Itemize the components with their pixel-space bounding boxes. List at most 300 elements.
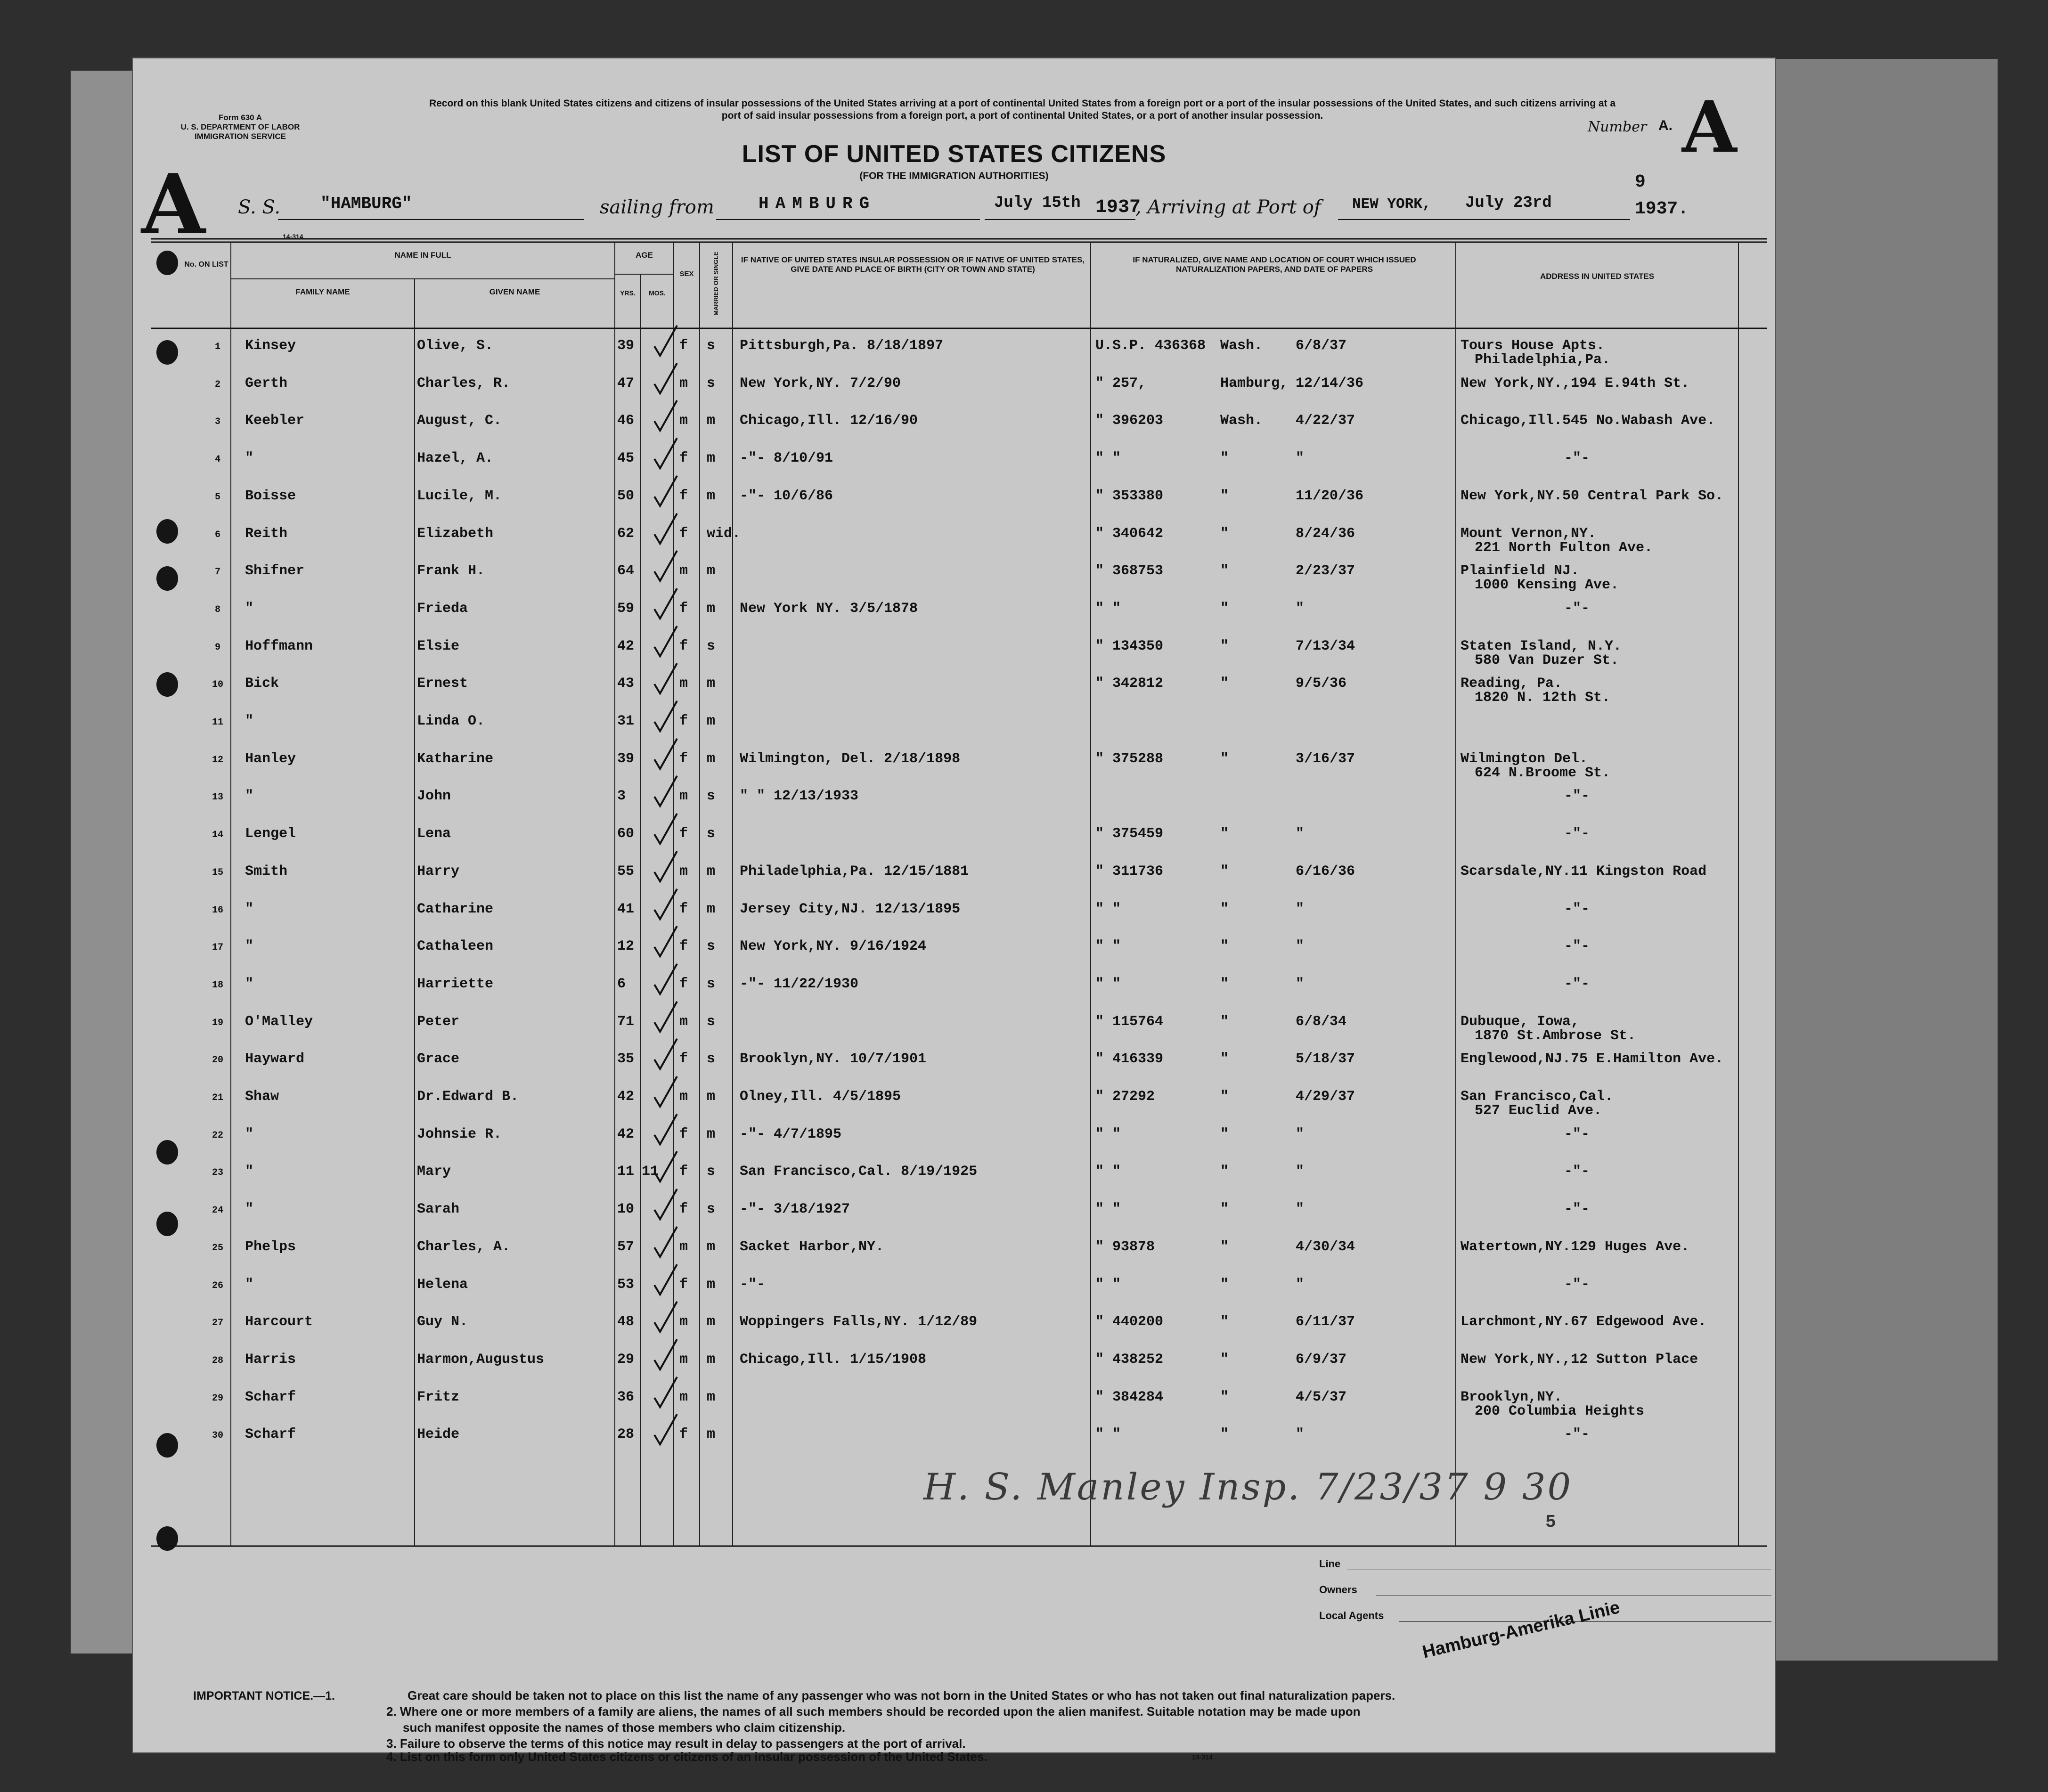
cell-yrs: 10 xyxy=(617,1201,635,1218)
cell-sex: m xyxy=(679,788,688,805)
cell-yrs: 39 xyxy=(617,750,635,767)
cell-nat-court: " xyxy=(1220,976,1229,992)
cell-ms: s xyxy=(707,375,716,391)
print-code: 14-314 xyxy=(1192,1753,1213,1761)
cell-no: 7 xyxy=(214,567,220,578)
cell-no: 30 xyxy=(212,1430,223,1442)
cell-nat-no: " " xyxy=(1095,1426,1121,1443)
cell-sex: f xyxy=(679,901,688,917)
cell-addr1: Watertown,NY.129 Huges Ave. xyxy=(1461,1238,1690,1255)
cell-sex: f xyxy=(679,488,688,504)
cell-no: 17 xyxy=(212,942,223,953)
form-number: Form 630 A xyxy=(219,113,262,122)
cell-given: Guy N. xyxy=(417,1314,468,1330)
cell-given: Frank H. xyxy=(417,563,485,579)
cell-no: 15 xyxy=(212,867,223,878)
cell-family: Harcourt xyxy=(245,1314,313,1330)
cell-birth: San Francisco,Cal. 8/19/1925 xyxy=(740,1164,978,1180)
local-agents-label: Local Agents xyxy=(1319,1610,1384,1621)
cell-ms: m xyxy=(707,676,716,692)
cell-family: Boisse xyxy=(245,488,296,504)
owners-label: Owners xyxy=(1319,1584,1357,1596)
cell-nat-date: 3/16/37 xyxy=(1296,750,1355,767)
arrival-port: NEW YORK, xyxy=(1352,196,1431,212)
check-mark-icon xyxy=(653,1263,681,1300)
cell-nat-court: " xyxy=(1220,863,1229,880)
check-mark-icon xyxy=(653,1337,681,1375)
header-name-in-full: NAME IN FULL xyxy=(394,251,451,260)
cell-birth: -"- xyxy=(740,1276,766,1293)
cell-addr1: -"- xyxy=(1564,788,1590,805)
cell-family: Gerth xyxy=(245,375,288,391)
cell-sex: m xyxy=(679,863,688,880)
cell-given: Helena xyxy=(417,1276,468,1293)
cell-given: Harmon,Augustus xyxy=(417,1351,545,1368)
cell-no: 16 xyxy=(212,904,223,916)
cell-given: Dr.Edward B. xyxy=(417,1089,519,1105)
cell-addr1: Plainfield NJ. xyxy=(1461,563,1580,579)
header-naturalization: IF NATURALIZED, GIVE NAME AND LOCATION OF COURT WHICH ISSUED NATURALIZATION PAPERS, AND DATE OF PAPERS xyxy=(1133,255,1416,274)
cell-ms: m xyxy=(707,1351,716,1368)
list-letter-left: A xyxy=(141,156,205,253)
check-mark-icon xyxy=(653,1149,681,1187)
check-mark-icon xyxy=(653,1037,681,1075)
cell-nat-no: " " xyxy=(1095,1276,1121,1293)
cell-nat-no: " " xyxy=(1095,1201,1121,1218)
cell-yrs: 3 xyxy=(617,788,626,805)
cell-nat-no: " 440200 xyxy=(1095,1314,1164,1330)
header-years: YRS. xyxy=(620,289,636,297)
cell-yrs: 71 xyxy=(617,1013,635,1030)
header-married-single: MARRIED OR SINGLE xyxy=(712,252,719,316)
cell-no: 8 xyxy=(214,604,220,615)
cell-ms: m xyxy=(707,1276,716,1293)
cell-nat-court: Wash. xyxy=(1220,413,1263,429)
cell-addr1: Chicago,Ill.545 No.Wabash Ave. xyxy=(1461,413,1715,429)
cell-ms: m xyxy=(707,1426,716,1443)
page-title: LIST OF UNITED STATES CITIZENS xyxy=(742,140,1167,168)
cell-nat-no: " " xyxy=(1095,976,1121,992)
cell-family: " xyxy=(245,1126,254,1142)
cell-addr2: 1820 N. 12th St. xyxy=(1475,690,1611,706)
cell-nat-court: " xyxy=(1220,938,1229,955)
cell-sex: f xyxy=(679,750,688,767)
cell-nat-no: " 134350 xyxy=(1095,638,1164,654)
sailing-label: sailing from xyxy=(600,196,714,218)
cell-addr1: San Francisco,Cal. xyxy=(1461,1089,1614,1105)
cell-ms: m xyxy=(707,1238,716,1255)
cell-nat-date: 6/8/37 xyxy=(1296,338,1347,354)
manifest-sheet xyxy=(132,57,1776,1764)
cell-sex: f xyxy=(679,938,688,955)
cell-nat-date: 5/18/37 xyxy=(1296,1051,1355,1067)
cell-addr1: Brooklyn,NY. xyxy=(1461,1389,1563,1405)
cell-yrs: 35 xyxy=(617,1051,635,1067)
cell-ms: m xyxy=(707,1314,716,1330)
cell-family: O'Malley xyxy=(245,1013,313,1030)
cell-nat-court: " xyxy=(1220,638,1229,654)
cell-birth: New York,NY. 7/2/90 xyxy=(740,375,901,391)
cell-nat-date: " xyxy=(1296,600,1305,617)
shipping-line-stamp: Hamburg-Amerika Linie xyxy=(1420,1597,1622,1662)
cell-nat-date: " xyxy=(1296,1126,1305,1142)
cell-no: 24 xyxy=(212,1205,223,1216)
check-mark-icon xyxy=(653,624,681,662)
cell-sex: f xyxy=(679,638,688,654)
check-mark-icon xyxy=(653,1412,681,1450)
cell-nat-court: " xyxy=(1220,488,1229,504)
cell-sex: f xyxy=(679,1051,688,1067)
cell-family: Scharf xyxy=(245,1389,296,1405)
cell-family: Keebler xyxy=(245,413,305,429)
cell-nat-no: " 375288 xyxy=(1095,750,1164,767)
check-mark-icon xyxy=(653,887,681,925)
cell-nat-date: " xyxy=(1296,826,1305,842)
cell-addr1: New York,NY.,194 E.94th St. xyxy=(1461,375,1690,391)
cell-nat-date: " xyxy=(1296,938,1305,955)
cell-birth: -"- 3/18/1927 xyxy=(740,1201,850,1218)
cell-nat-court: " xyxy=(1220,1314,1229,1330)
cell-given: Ernest xyxy=(417,676,468,692)
cell-sex: m xyxy=(679,1314,688,1330)
cell-no: 28 xyxy=(212,1355,223,1366)
cell-nat-court: " xyxy=(1220,676,1229,692)
notice-2-cont: such manifest opposite the names of those members who claim citizenship. xyxy=(403,1720,846,1735)
cell-ms: s xyxy=(707,1013,716,1030)
header-months: MOS. xyxy=(649,289,666,297)
cell-addr1: New York,NY.,12 Sutton Place xyxy=(1461,1351,1698,1368)
cell-addr2: 527 Euclid Ave. xyxy=(1475,1103,1602,1119)
cell-addr1: Larchmont,NY.67 Edgewood Ave. xyxy=(1461,1314,1707,1330)
cell-nat-court: " xyxy=(1220,1089,1229,1105)
cell-family: Harris xyxy=(245,1351,296,1368)
cell-yrs: 29 xyxy=(617,1351,635,1368)
cell-family: " xyxy=(245,976,254,992)
cell-nat-no: " 27292 xyxy=(1095,1089,1155,1105)
cell-nat-no: " " xyxy=(1095,938,1121,955)
cell-birth: Woppingers Falls,NY. 1/12/89 xyxy=(740,1314,978,1330)
cell-nat-court: " xyxy=(1220,1389,1229,1405)
cell-no: 1 xyxy=(214,342,220,352)
cell-addr1: -"- xyxy=(1564,450,1590,467)
cell-nat-date: " xyxy=(1296,901,1305,917)
cell-nat-date: 8/24/36 xyxy=(1296,525,1355,542)
cell-no: 27 xyxy=(212,1318,223,1329)
cell-nat-no: " 353380 xyxy=(1095,488,1164,504)
cell-nat-no: " 416339 xyxy=(1095,1051,1164,1067)
page-subtitle: (FOR THE IMMIGRATION AUTHORITIES) xyxy=(859,171,1049,181)
cell-nat-date: 7/13/34 xyxy=(1296,638,1355,654)
cell-no: 9 xyxy=(214,642,220,653)
cell-yrs: 39 xyxy=(617,338,635,354)
cell-addr1: -"- xyxy=(1564,976,1590,992)
check-mark-icon xyxy=(653,849,681,887)
number-label: Number xyxy=(1588,119,1647,135)
cell-ms: s xyxy=(707,788,716,805)
cell-nat-no: " " xyxy=(1095,1126,1121,1142)
cell-no: 18 xyxy=(212,979,223,991)
cell-family: " xyxy=(245,450,254,467)
cell-nat-court: " xyxy=(1220,450,1229,467)
cell-addr1: Wilmington Del. xyxy=(1461,750,1588,767)
cell-sex: f xyxy=(679,1201,688,1218)
header-no-on-list: No. ON LIST xyxy=(184,261,228,269)
cell-yrs: 62 xyxy=(617,525,635,542)
cell-birth: New York,NY. 9/16/1924 xyxy=(740,938,927,955)
cell-ms: wid. xyxy=(707,525,741,542)
cell-birth: -"- 11/22/1930 xyxy=(740,976,859,992)
intro-text: Record on this blank United States citizens and citizens of insular possessions of the United States arriving at a port of continental United States from a foreign port or a port of the insular possessions of the United States, and such citizens arriving at a port of said insular possessions from a foreign port, a port of continental United States, or a port of another insular possession. xyxy=(429,98,1616,121)
cell-family: Shifner xyxy=(245,563,305,579)
cell-no: 19 xyxy=(212,1017,223,1028)
cell-family: Reith xyxy=(245,525,288,542)
cell-no: 21 xyxy=(212,1092,223,1103)
cell-no: 4 xyxy=(214,454,220,465)
cell-addr2: 624 N.Broome St. xyxy=(1475,765,1611,781)
cell-nat-no: " 368753 xyxy=(1095,563,1164,579)
header-address: ADDRESS IN UNITED STATES xyxy=(1540,272,1655,281)
cell-sex: f xyxy=(679,1276,688,1293)
arrival-year: 1937. xyxy=(1635,199,1689,219)
check-mark-icon xyxy=(653,324,681,361)
cell-nat-court: Wash. xyxy=(1220,338,1263,354)
cell-yrs: 59 xyxy=(617,600,635,617)
cell-given: Grace xyxy=(417,1051,460,1067)
cell-given: Olive, S. xyxy=(417,338,494,354)
cell-addr1: -"- xyxy=(1564,901,1590,917)
check-mark-icon xyxy=(653,474,681,512)
cell-nat-date: " xyxy=(1296,1426,1305,1443)
cell-given: Mary xyxy=(417,1164,451,1180)
cell-given: Cathaleen xyxy=(417,938,494,955)
check-mark-icon xyxy=(653,1300,681,1337)
cell-nat-date: 4/29/37 xyxy=(1296,1089,1355,1105)
cell-no: 6 xyxy=(214,529,220,540)
list-letter-top-right: A xyxy=(1682,86,1737,169)
cell-no: 22 xyxy=(212,1130,223,1141)
cell-given: August, C. xyxy=(417,413,502,429)
service-name: IMMIGRATION SERVICE xyxy=(195,132,286,141)
cell-addr1: -"- xyxy=(1564,1426,1590,1443)
cell-yrs: 42 xyxy=(617,1089,635,1105)
cell-ms: m xyxy=(707,1389,716,1405)
cell-addr2: 200 Columbia Heights xyxy=(1475,1403,1645,1419)
cell-given: Harry xyxy=(417,863,460,880)
cell-yrs: 28 xyxy=(617,1426,635,1443)
cell-yrs: 43 xyxy=(617,676,635,692)
cell-birth: Chicago,Ill. 1/15/1908 xyxy=(740,1351,927,1368)
cell-yrs: 11 xyxy=(617,1164,635,1180)
header-family-name: FAMILY NAME xyxy=(295,287,350,296)
cell-addr2: 1000 Kensing Ave. xyxy=(1475,577,1619,594)
cell-nat-court: " xyxy=(1220,1013,1229,1030)
cell-family: Lengel xyxy=(245,826,296,842)
cell-nat-date: 6/8/34 xyxy=(1296,1013,1347,1030)
cell-given: Heide xyxy=(417,1426,460,1443)
cell-sex: f xyxy=(679,338,688,354)
cell-nat-no: " 438252 xyxy=(1095,1351,1164,1368)
cell-sex: f xyxy=(679,525,688,542)
cell-nat-no: " " xyxy=(1095,450,1121,467)
check-mark-icon xyxy=(653,361,681,399)
cell-ms: m xyxy=(707,600,716,617)
inspector-signature: H. S. Manley Insp. 7/23/37 9 30 xyxy=(923,1466,1573,1508)
cell-birth: Brooklyn,NY. 10/7/1901 xyxy=(740,1051,927,1067)
check-mark-icon xyxy=(653,1225,681,1263)
cell-addr2: Philadelphia,Pa. xyxy=(1475,352,1611,368)
cell-birth: Jersey City,NJ. 12/13/1895 xyxy=(740,901,961,917)
cell-family: " xyxy=(245,713,254,729)
cell-nat-date: 11/20/36 xyxy=(1296,488,1364,504)
cell-nat-no: " 93878 xyxy=(1095,1238,1155,1255)
cell-sex: f xyxy=(679,600,688,617)
cell-addr2: 1870 St.Ambrose St. xyxy=(1475,1027,1636,1044)
cell-yrs: 53 xyxy=(617,1276,635,1293)
cell-nat-no: " 375459 xyxy=(1095,826,1164,842)
cell-family: Hoffmann xyxy=(245,638,313,654)
cell-birth: Philadelphia,Pa. 12/15/1881 xyxy=(740,863,969,880)
cell-yrs: 55 xyxy=(617,863,635,880)
cell-sex: m xyxy=(679,375,688,391)
cell-ms: s xyxy=(707,338,716,354)
cell-nat-date: 2/23/37 xyxy=(1296,563,1355,579)
cell-no: 2 xyxy=(214,379,220,390)
header-birth: IF NATIVE OF UNITED STATES INSULAR POSSESSION OR IF NATIVE OF UNITED STATES, GIVE DATE AND PLACE OF BIRTH (CITY OR TOWN AND STATE) xyxy=(741,255,1085,274)
cell-yrs: 31 xyxy=(617,713,635,729)
cell-no: 12 xyxy=(212,754,223,766)
cell-sex: f xyxy=(679,1164,688,1180)
cell-ms: m xyxy=(707,713,716,729)
cell-nat-court: " xyxy=(1220,750,1229,767)
ship-name: "HAMBURG" xyxy=(320,194,412,213)
cell-nat-court: " xyxy=(1220,1238,1229,1255)
binder-strip xyxy=(71,71,132,1654)
cell-ms: s xyxy=(707,1164,716,1180)
cell-ms: m xyxy=(707,1126,716,1142)
cell-ms: m xyxy=(707,901,716,917)
page-number-mark: 9 xyxy=(1635,172,1646,192)
cell-nat-date: 4/30/34 xyxy=(1296,1238,1355,1255)
cell-birth: " " 12/13/1933 xyxy=(740,788,859,805)
cell-nat-no: " 342812 xyxy=(1095,676,1164,692)
line-label: Line xyxy=(1319,1558,1341,1570)
cell-family: " xyxy=(245,600,254,617)
cell-sex: f xyxy=(679,1126,688,1142)
cell-family: Shaw xyxy=(245,1089,279,1105)
cell-ms: m xyxy=(707,563,716,579)
cell-given: Charles, R. xyxy=(417,375,511,391)
cell-yrs: 6 xyxy=(617,976,626,992)
cell-birth: Olney,Ill. 4/5/1895 xyxy=(740,1089,901,1105)
cell-family: " xyxy=(245,1201,254,1218)
check-mark-icon xyxy=(653,399,681,436)
cell-nat-court: " xyxy=(1220,600,1229,617)
check-mark-icon xyxy=(653,774,681,812)
cell-nat-court: " xyxy=(1220,1164,1229,1180)
cell-addr1: New York,NY.50 Central Park So. xyxy=(1461,488,1724,504)
check-mark-icon xyxy=(653,549,681,586)
cell-family: " xyxy=(245,1164,254,1180)
cell-nat-court: " xyxy=(1220,1201,1229,1218)
adjacent-page xyxy=(1771,59,1998,1661)
cell-birth: -"- 4/7/1895 xyxy=(740,1126,842,1142)
cell-yrs: 48 xyxy=(617,1314,635,1330)
cell-nat-date: 6/11/37 xyxy=(1296,1314,1355,1330)
cell-family: Kinsey xyxy=(245,338,296,354)
cell-nat-no: U.S.P. 436368 xyxy=(1095,338,1206,354)
cell-given: Frieda xyxy=(417,600,468,617)
cell-no: 29 xyxy=(212,1393,223,1404)
cell-ms: s xyxy=(707,976,716,992)
number-value: A. xyxy=(1658,118,1673,133)
departure-date: July 15th xyxy=(994,194,1081,212)
header-sex: SEX xyxy=(679,270,694,278)
cell-ms: m xyxy=(707,863,716,880)
cell-yrs: 64 xyxy=(617,563,635,579)
cell-family: Hayward xyxy=(245,1051,305,1067)
cell-no: 25 xyxy=(212,1242,223,1254)
cell-nat-date: " xyxy=(1296,976,1305,992)
cell-nat-date: " xyxy=(1296,1276,1305,1293)
cell-nat-date: 9/5/36 xyxy=(1296,676,1347,692)
notice-title: IMPORTANT NOTICE.—1. xyxy=(193,1689,335,1702)
check-mark-icon xyxy=(653,1000,681,1037)
cell-addr1: -"- xyxy=(1564,1164,1590,1180)
cell-ms: m xyxy=(707,750,716,767)
check-mark-icon xyxy=(653,1112,681,1150)
cell-mos: 11 xyxy=(642,1164,659,1180)
cell-sex: m xyxy=(679,563,688,579)
cell-birth: New York NY. 3/5/1878 xyxy=(740,600,918,617)
cell-nat-no: " " xyxy=(1095,600,1121,617)
cell-sex: m xyxy=(679,1013,688,1030)
cell-addr1: -"- xyxy=(1564,600,1590,617)
cell-birth: Pittsburgh,Pa. 8/18/1897 xyxy=(740,338,944,354)
cell-nat-no: " 384284 xyxy=(1095,1389,1164,1405)
cell-ms: m xyxy=(707,488,716,504)
cell-given: Fritz xyxy=(417,1389,460,1405)
cell-family: Scharf xyxy=(245,1426,296,1443)
cell-given: Lucile, M. xyxy=(417,488,502,504)
cell-no: 20 xyxy=(212,1055,223,1066)
cell-no: 3 xyxy=(214,416,220,428)
header-given-name: GIVEN NAME xyxy=(489,287,540,296)
cell-family: " xyxy=(245,901,254,917)
cell-sex: f xyxy=(679,976,688,992)
cell-no: 23 xyxy=(212,1167,223,1179)
cell-nat-no: " 311736 xyxy=(1095,863,1164,880)
cell-nat-court: " xyxy=(1220,1126,1229,1142)
cell-given: Sarah xyxy=(417,1201,460,1218)
cell-addr1: Staten Island, N.Y. xyxy=(1461,638,1622,654)
cell-ms: s xyxy=(707,1201,716,1218)
cell-nat-no: " " xyxy=(1095,901,1121,917)
cell-given: Elizabeth xyxy=(417,525,494,542)
cell-sex: m xyxy=(679,1238,688,1255)
cell-yrs: 41 xyxy=(617,901,635,917)
cell-yrs: 46 xyxy=(617,413,635,429)
cell-sex: f xyxy=(679,826,688,842)
cell-ms: m xyxy=(707,450,716,467)
cell-ms: m xyxy=(707,1089,716,1105)
cell-addr1: Mount Vernon,NY. xyxy=(1461,525,1597,542)
check-mark-icon xyxy=(653,1375,681,1413)
cell-addr1: Dubuque, Iowa, xyxy=(1461,1013,1580,1030)
cell-addr2: 221 North Fulton Ave. xyxy=(1475,539,1653,556)
cell-given: Linda O. xyxy=(417,713,485,729)
check-mark-icon xyxy=(653,737,681,774)
notice-2: 2. Where one or more members of a family are aliens, the names of all such members should be recorded upon the alien manifest. Suitable notation may be made upon xyxy=(386,1704,1361,1719)
